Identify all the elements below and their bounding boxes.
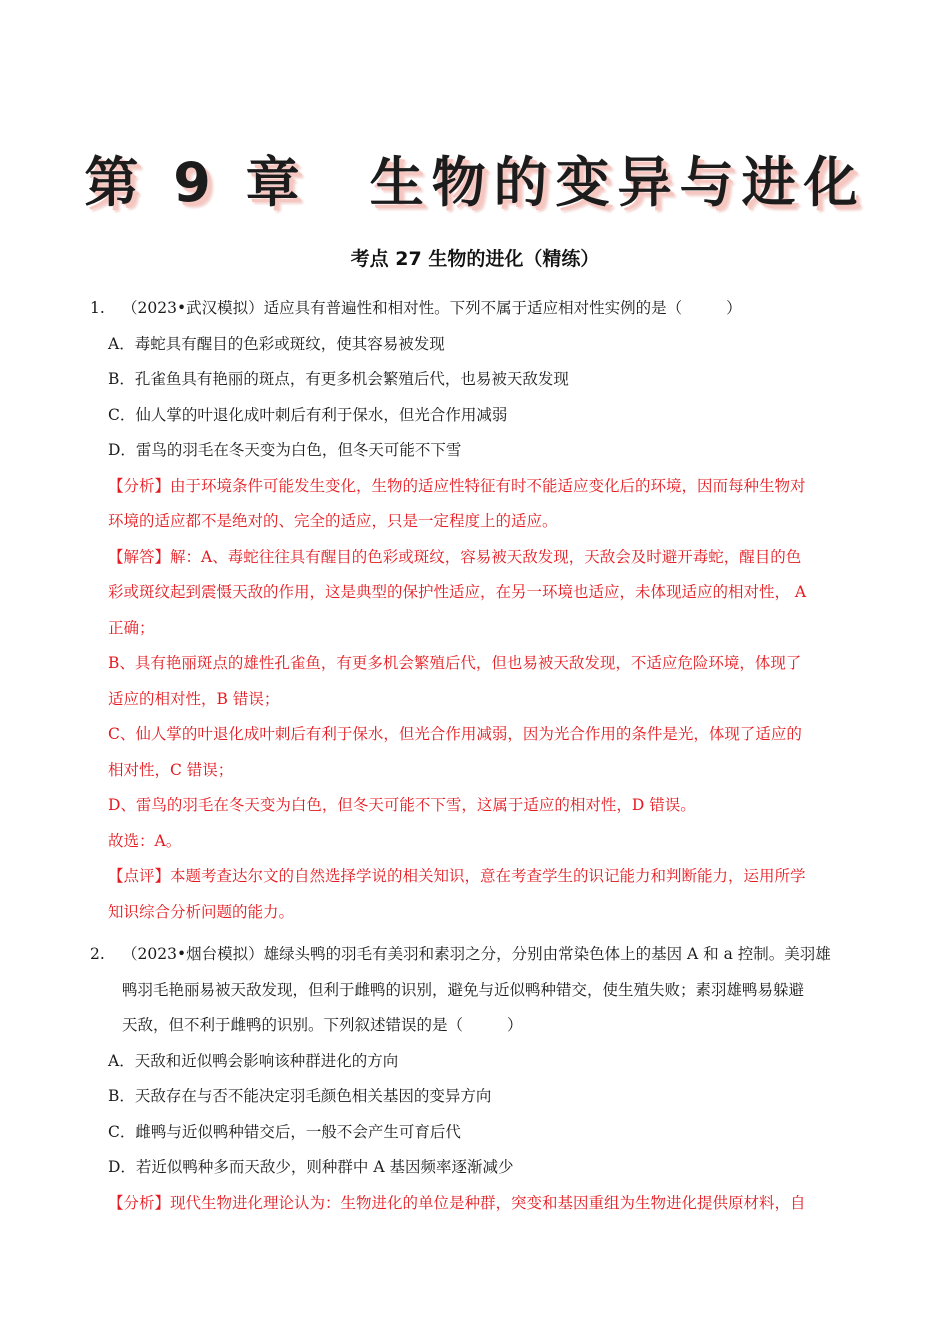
analysis: 【分析】由于环境条件可能发生变化，生物的适应性特征有时不能适应变化后的环境，因而每种生物对 [108, 476, 806, 495]
analysis-cont: 环境的适应都不是绝对的、完全的适应，只是一定程度上的适应。 [108, 512, 558, 530]
option-a: A．毒蛇具有醒目的色彩或斑纹，使其容易被发现 [108, 334, 445, 353]
comment: 【点评】本题考查达尔文的自然选择学说的相关知识，意在考查学生的识记能力和判断能力，运用所学 [108, 867, 806, 885]
question-1 [90, 291, 870, 930]
question-number: 2. [90, 945, 105, 963]
answer-b: B、具有艳丽斑点的雄性孔雀鱼，有更多机会繁殖后代，但也易被天敌发现，不适应危险环境，体现了 [108, 654, 802, 672]
section-title: 考点 27 生物的进化（精练） [350, 248, 600, 270]
option-c: C．雌鸭与近似鸭种错交后，一般不会产生可育后代 [108, 1122, 461, 1141]
answer-d: D、雷鸟的羽毛在冬天变为白色，但冬天可能不下雪，这属于适应的相对性，D 错误。 [108, 796, 696, 814]
comment-cont: 知识综合分析问题的能力。 [108, 902, 295, 921]
answer-c: C、仙人掌的叶退化成叶刺后有利于保水，但光合作用减弱，因为光合作用的条件是光，体现了适应的 [108, 725, 802, 743]
answer-b-cont: 适应的相对性，B 错误； [108, 689, 280, 708]
option-b: B．孔雀鱼具有艳丽的斑点，有更多机会繁殖后代，也易被天敌发现 [108, 370, 569, 388]
question-stem-cont: 天敌，但不利于雌鸭的识别。下列叙述错误的是（ ） [122, 1016, 523, 1034]
question-stem: （2023•武汉模拟）适应具有普遍性和相对性。下列不属于适应相对性实例的是（ ） [122, 299, 742, 317]
answer: 【解答】解：A、毒蛇往往具有醒目的色彩或斑纹，容易被天敌发现，天敌会及时避开毒蛇，醒目的色 [108, 547, 802, 566]
option-b: B．天敌存在与否不能决定羽毛颜色相关基因的变异方向 [108, 1087, 492, 1105]
option-d: D．若近似鸭种多而天敌少，则种群中 A 基因频率逐渐减少 [108, 1158, 514, 1176]
option-d: D．雷鸟的羽毛在冬天变为白色，但冬天可能不下雪 [108, 441, 462, 459]
answer-cont: 彩或斑纹起到震慑天敌的作用，这是典型的保护性适应，在另一环境也适应，未体现适应的相对性， A [108, 583, 807, 601]
analysis: 【分析】现代生物进化理论认为：生物进化的单位是种群，突变和基因重组为生物进化提供原材料，自 [108, 1193, 806, 1212]
answer-cont: 正确； [108, 618, 155, 637]
option-a: A．天敌和近似鸭会影响该种群进化的方向 [108, 1051, 399, 1070]
option-c: C．仙人掌的叶退化成叶刺后有利于保水，但光合作用减弱 [108, 405, 508, 424]
final-choice: 故选：A。 [108, 831, 182, 850]
question-number: 1. [90, 299, 105, 317]
answer-c-cont: 相对性，C 错误； [108, 760, 234, 779]
question-2 [90, 937, 870, 1221]
question-stem-cont: 鸭羽毛艳丽易被天敌发现，但利于雌鸭的识别，避免与近似鸭种错交，使生殖失败；素羽雄鸭易躲避 [122, 980, 805, 999]
chapter-title: 第 9 章 生物的变异与进化 [84, 151, 866, 214]
question-stem: （2023•烟台模拟）雄绿头鸭的羽毛有美羽和素羽之分，分别由常染色体上的基因 A 和 a 控制。美羽雄 [122, 945, 831, 963]
